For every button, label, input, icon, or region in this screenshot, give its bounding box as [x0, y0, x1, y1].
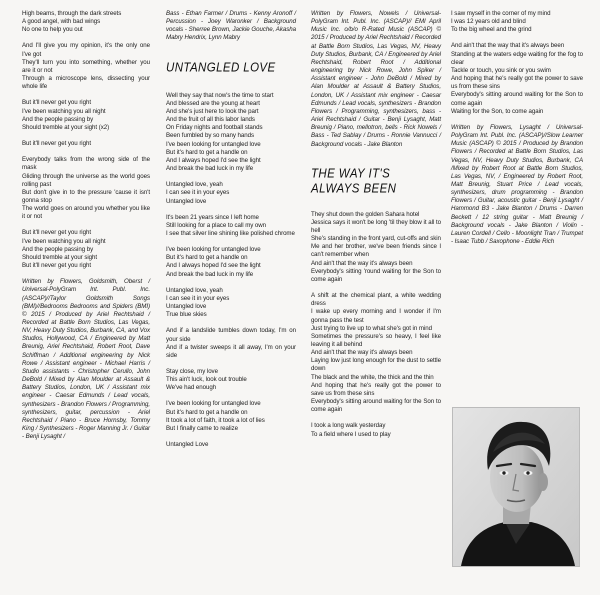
- lyric-stanza: They shut down the golden Sahara hotel Jessica says it won't be long 'til they blow it all to hell She's standing in the front yard, cut-offs and skin Me and her brother, we've been friends since I can't remember when And ain't that the way it's always been Everybody's sitting 'round waiting for the Son to come again: [311, 210, 441, 283]
- lyric-stanza: I took a long walk yesterday To a field where I used to play: [311, 422, 391, 438]
- lyric-stanza: I've been looking for untangled love But it's hard to get a handle on It took a lot of faith, it took a lot of lies But I finally came to realize: [166, 400, 265, 432]
- portrait-illustration: [453, 408, 579, 566]
- song-credits: Written by Flowers, Goldsmith, Oberst / Universal-PolyGram Int. Publ. Inc. (ASCAP)//Taylor Goldsmith Songs (BMI)//Bedrooms Bedrooms and Spiders (BMI) © 2015 / Produced by Ariel Rechtshaid / Recorded at Battle Born Studios, Las Vegas, NV, Heavy Duty Studios, Burbank, CA, and Vox Studios, Hollywood, CA / Engineered by Matt Breunig, Ariel Rechtshaid, Robert Root, Dave Schiffman / Additional engineering by Nick Rowe / Assistant engineer - Michael Harris / Studio assistants - Christopher Cerullo, John DeBold / Mixed by Alan Moulder at Assault & Battery Studios, London, UK / Assistant mix engineer - Caesar Edmunds / Lead vocals, synthesizers - Brandon Flowers / Programming, synthesizers, guitar, percussion - Ariel Rechtshaid / Piano - Bruce Hornsby, Tommy King / Synthesizers - Roger Manning Jr. / Guitar - Benji Lysaght /: [22, 278, 150, 441]
- lyric-stanza: I've been looking for untangled love But it's hard to get a handle on And I always hoped I'd see the light And break the bad luck in my life: [166, 246, 261, 278]
- lyric-stanza: And if a landslide tumbles down today, I'm on your side And if a twister sweeps it all away, I'm on your side: [166, 327, 296, 359]
- song-credits: Written by Flowers, Lysaght / Universal-PolyGram Int. Publ. Inc. (ASCAP)//Slow Learner Music (ASCAP) © 2015 / Produced by Brandon Flowers / Recorded at Battle Born Studios, Las Vegas, NV, Heavy Duty Studios, Burbank, CA /Mixed by Robert Root at Battle Born Studios, Las Vegas, NV, / Engineered by Robert Root, Matt Breunig, Stuart Price / Lead vocals, synthesizers, drum programming - Brandon Flowers / Guitar, acoustic guitar - Benji Lysaght / Hammond B3 - Jake Blanton / Drums - Darren Beckett / 12 string guitar - Matt Breunig / Background vocals - Jake Blanton / Violin - Lauren Cordell / Cello - Moonlight Tran / Trumpet - Isaac Tubb / Saxophone - Eddie Rich: [451, 123, 583, 246]
- lyric-stanza: But it'll never get you right I've been watching you all night And the people passing by Should tremble at your sight (x2): [22, 99, 110, 131]
- song-credits-continued: Bass - Ethan Farmer / Drums - Kenny Aronoff / Percussion - Joey Waronker / Background vocals - Sherree Brown, Jackie Gouche, Akasha Mabry Hendrix, Lynn Mabry: [166, 10, 296, 42]
- lyric-stanza: But it'll never get you right: [22, 140, 92, 148]
- lyrics-column-4: [451, 10, 583, 254]
- lyric-stanza: But it'll never get you right I've been watching you all night And the people passing by Should tremble at your sight But it'll never get you right: [22, 229, 106, 270]
- lyric-stanza: High beams, through the dark streets A good angel, with bad wings No one to help you out: [22, 10, 122, 34]
- portrait-photo: [452, 407, 580, 567]
- lyrics-column-3: [311, 10, 441, 447]
- lyric-stanza: Stay close, my love This ain't luck, look out trouble We've had enough: [166, 368, 247, 392]
- lyrics-column-2: [166, 10, 296, 457]
- lyric-stanza: Untangled love, yeah I can see it in your eyes Untangled love: [166, 181, 230, 205]
- lyric-stanza: And I'll give you my opinion, it's the only one I've got They'll turn you into something, whether you are it or not Through a microscope lens, dissecting your whole life: [22, 42, 150, 91]
- lyric-stanza: It's been 21 years since I left home Still looking for a place to call my own I see that silver line shining like polished chrome: [166, 213, 295, 237]
- lyric-stanza: And ain't that the way that it's always been Standing at the waters edge waiting for the fog to clear Tackle or touch, you sink or you swim And hoping that he's really got the power to save us from these sins Everybody's sitting around waiting for the Son to come again Waiting for the Son, to come again: [451, 42, 583, 115]
- lyric-stanza: Well they say that now's the time to start And blessed are the young at heart And she's just here to look the part And the fruit of all this labor lands On Friday nights and football stands Been fumbled by so many hands I've been looking for untangled love But it's hard to get a handle on And I always hoped I'd see the light And break the bad luck in my life: [166, 91, 274, 173]
- lyric-stanza: I saw myself in the corner of my mind I was 12 years old and blind To the big wheel and the grind: [451, 10, 551, 34]
- lyric-stanza: A shift at the chemical plant, a white wedding dress I wake up every morning and I wonder if I'm gonna pass the test Just trying to live up to what she's got in mind Sometimes the pressure's so heavy, I feel like leaving it all behind And ain't that the way it's always been Laying low just long enough for the dust to settle down The black and the white, the thick and the thin And hoping that he's really got the power to save us from these sins Everybody's sitting around waiting for the Son to come again: [311, 292, 441, 414]
- song-title: THE WAY IT'S ALWAYS BEEN: [311, 166, 397, 196]
- lyric-stanza: Untangled Love: [166, 441, 209, 449]
- song-title: UNTANGLED LOVE: [166, 60, 276, 75]
- lyric-stanza: Everybody talks from the wrong side of the mask Gliding through the universe as the world goes rolling past But don't give in to the pressure 'cause it isn't gonna stop The world goes on around you whether you like it or not: [22, 156, 150, 221]
- song-credits: Written by Flowers, Nowels / Universal-PolyGram Int. Publ. Inc. (ASCAP)// EMI April Music Inc. o/b/o R-Rated Music (ASCAP) © 2015 / Produced by Ariel Rechtshaid / Recorded at Battle Born Studios, Las Vegas, NV, Heavy Duty Studios, Burbank, CA / Engineered by Ariel Rechtshaid, Robert Root / Additional engineering by Nick Rowe, John Spiker / Assistant engineer - John DeBold / Mixed by Alan Moulder at Assault & Battery Studios, London, UK / Assistant mix engineer - Caesar Edmunds / Lead vocals, synthesizers - Brandon Flowers / Programming, synthesizers, bass - Ariel Rechtshaid / Guitar - Benji Lysaght, Matt Breunig / Piano, mellotron, bells - Rick Nowels / Bass - Ted Sablay / Drums - Ronnie Vannucci / Background vocals - Jake Blanton: [311, 10, 441, 148]
- lyric-stanza: Untangled love, yeah I can see it in your eyes Untangled love True blue skies: [166, 286, 230, 319]
- lyrics-column-1: [22, 10, 150, 449]
